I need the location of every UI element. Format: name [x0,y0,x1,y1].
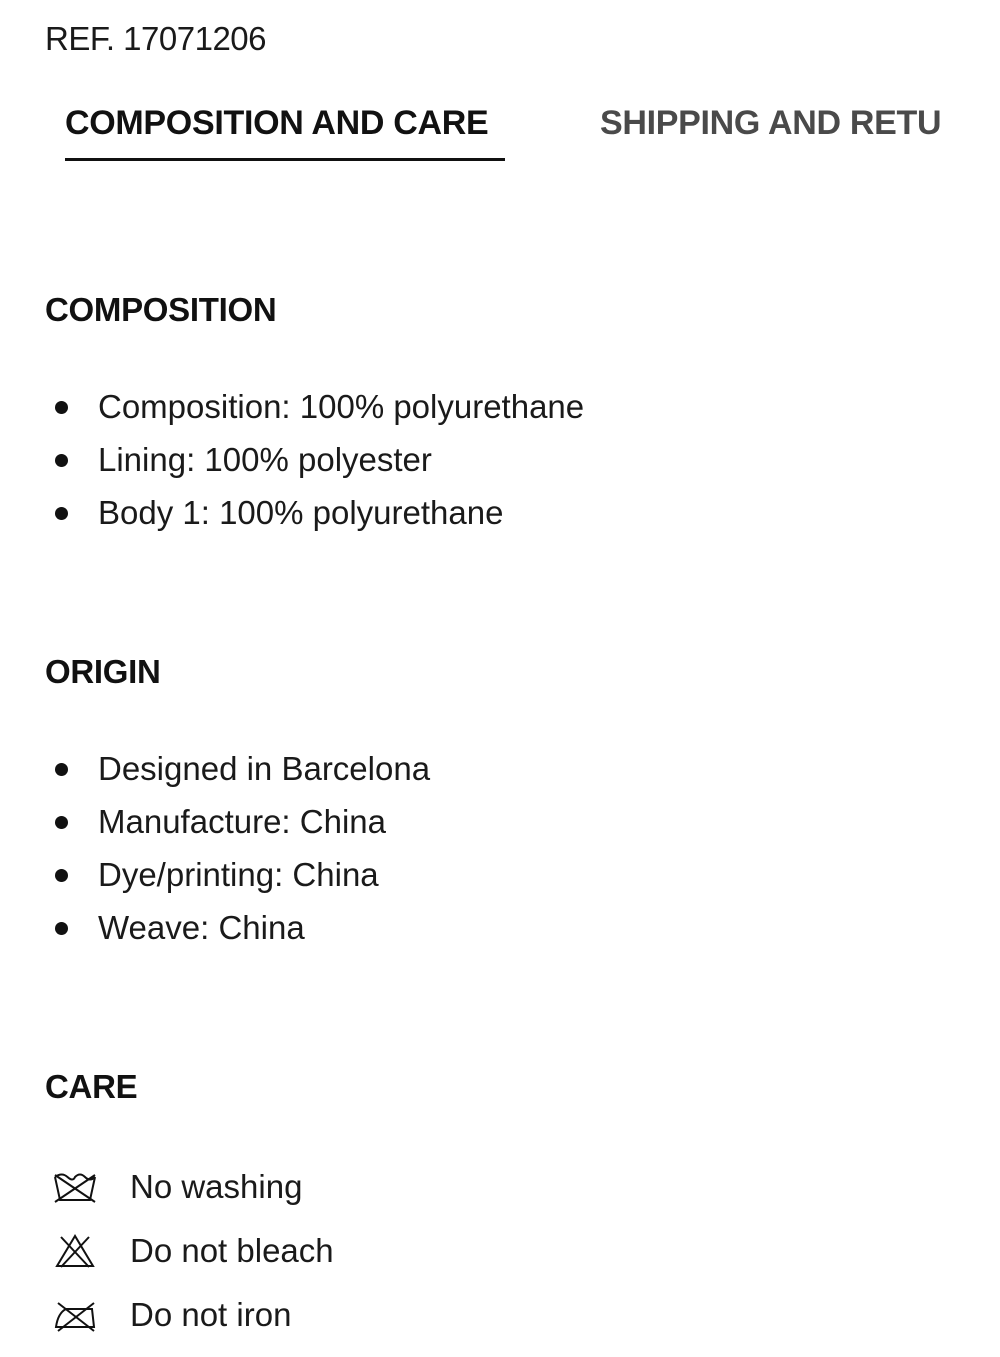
product-reference: REF. 17071206 [45,20,267,57]
active-tab-underline [65,158,505,161]
bullet-icon [55,454,68,467]
lining-item: Lining: 100% polyester [98,441,432,478]
care-label: No washing [130,1168,303,1205]
no-washing-icon [52,1169,98,1205]
do-not-bleach-icon [52,1233,98,1269]
origin-item: Dye/printing: China [98,856,379,893]
origin-item: Manufacture: China [98,803,386,840]
bullet-icon [55,869,68,882]
body-item: Body 1: 100% polyurethane [98,494,504,531]
care-label: Do not bleach [130,1232,334,1269]
bullet-icon [55,507,68,520]
origin-item: Weave: China [98,909,305,946]
bullet-icon [55,922,68,935]
origin-title: ORIGIN [45,653,161,690]
care-label: Do not iron [130,1296,292,1333]
details-tabs [0,100,1000,164]
do-not-iron-icon [52,1297,98,1333]
bullet-icon [55,816,68,829]
bullet-icon [55,763,68,776]
tab-composition-and-care[interactable]: COMPOSITION AND CARE [65,104,489,142]
composition-item: Composition: 100% polyurethane [98,388,585,425]
tab-shipping-and-returns[interactable]: SHIPPING AND RETU [600,104,942,142]
bullet-icon [55,401,68,414]
composition-title: COMPOSITION [45,291,277,328]
care-title: CARE [45,1068,138,1105]
origin-item: Designed in Barcelona [98,750,431,787]
